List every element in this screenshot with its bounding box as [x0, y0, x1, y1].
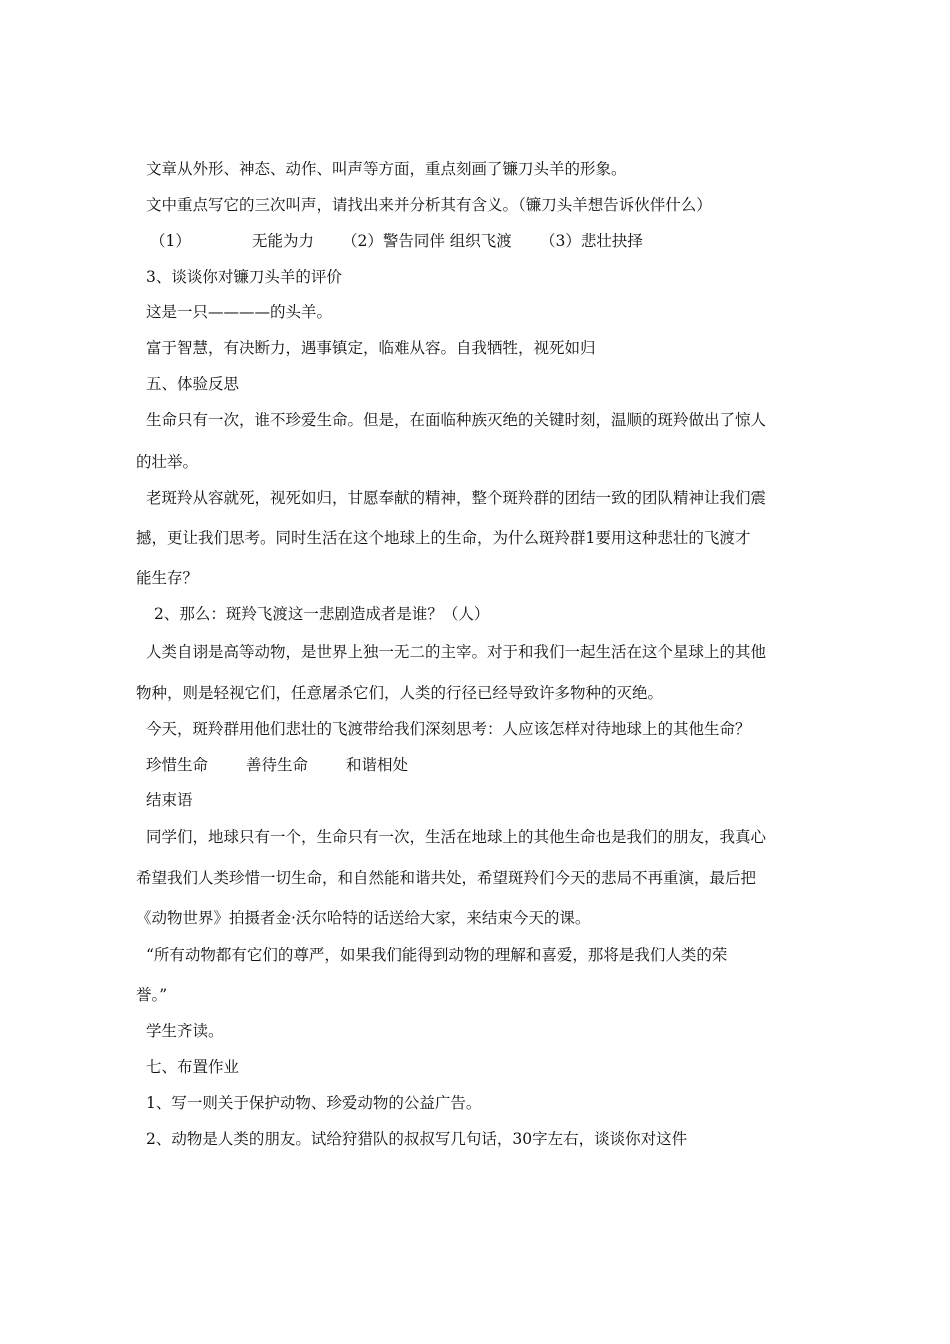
text-line: 3、谈谈你对镰刀头羊的评价 — [146, 268, 342, 286]
text-line: 物种，则是轻视它们，任意屠杀它们，人类的行径已经导致许多物种的灭绝。 — [136, 684, 664, 702]
text-line: 2、那么：斑羚飞渡这一悲剧造成者是谁？（人） — [154, 605, 490, 623]
text-line: 《动物世界》拍摄者金·沃尔哈特的话送给大家，来结束今天的课。 — [136, 909, 591, 927]
section-heading: 五、体验反思 — [146, 375, 240, 393]
text-line: 和谐相处 — [346, 756, 409, 774]
section-heading: 结束语 — [146, 791, 193, 809]
text-line: 生命只有一次，谁不珍爱生命。但是，在面临种族灭绝的关键时刻，温顺的斑羚做出了惊人 — [146, 411, 767, 429]
text-line: 今天，斑羚群用他们悲壮的飞渡带给我们深刻思考：人应该怎样对待地球上的其他生命？ — [146, 720, 751, 738]
text-line: 同学们，地球只有一个，生命只有一次，生活在地球上的其他生命也是我们的朋友，我真心 — [146, 828, 767, 846]
text-line: 希望我们人类珍惜一切生命，和自然能和谐共处，希望斑羚们今天的悲局不再重演，最后把 — [136, 869, 757, 887]
text-line: 能生存？ — [136, 569, 199, 587]
text-line: 文章从外形、神态、动作、叫声等方面，重点刻画了镰刀头羊的形象。 — [146, 160, 627, 178]
section-heading: 七、布置作业 — [146, 1058, 240, 1076]
text-line: “所有动物都有它们的尊严，如果我们能得到动物的理解和喜爱，那将是我们人类的荣 — [146, 946, 728, 964]
text-line: 撼，更让我们思考。同时生活在这个地球上的生命，为什么斑羚群1要用这种悲壮的飞渡才 — [136, 529, 751, 547]
text-line: 无能为力 — [252, 232, 315, 250]
text-line: （3）悲壮抉择 — [540, 232, 643, 250]
text-line: 文中重点写它的三次叫声，请找出来并分析其有含义。（镰刀头羊想告诉伙伴什么） — [146, 196, 712, 214]
text-line: 1、写一则关于保护动物、珍爱动物的公益广告。 — [146, 1094, 482, 1112]
text-line: 誉。” — [136, 986, 168, 1004]
text-line: 善待生命 — [246, 756, 309, 774]
text-line: 学生齐读。 — [146, 1022, 224, 1040]
text-line: 富于智慧，有决断力，遇事镇定，临难从容。自我牺牲，视死如归 — [146, 339, 596, 357]
text-line: 老斑羚从容就死，视死如归，甘愿奉献的精神，整个斑羚群的团结一致的团队精神让我们震 — [146, 489, 767, 507]
text-line: （1） — [150, 232, 191, 250]
text-line: （2）警告同伴 组织飞渡 — [342, 232, 512, 250]
text-line: 2、动物是人类的朋友。试给狩猎队的叔叔写几句话，30字左右，谈谈你对这件 — [146, 1130, 688, 1148]
text-line: 人类自诩是高等动物，是世界上独一无二的主宰。对于和我们一起生活在这个星球上的其他 — [146, 643, 767, 661]
text-line: 珍惜生命 — [146, 756, 209, 774]
text-line: 这是一只————的头羊。 — [146, 303, 333, 321]
text-line: 的壮举。 — [136, 453, 199, 471]
